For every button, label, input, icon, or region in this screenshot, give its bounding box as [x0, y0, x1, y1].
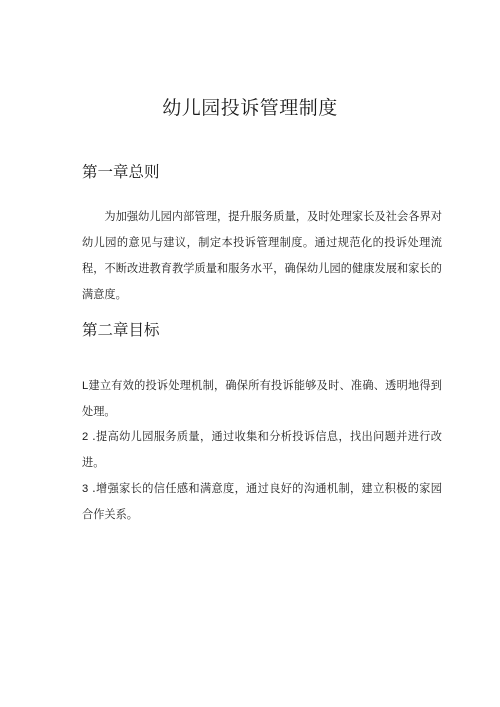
goal-item-3-number: 3	[82, 483, 89, 495]
goal-item-3-text: .增强家长的信任感和满意度，通过良好的沟通机制，建立积极的家园合作关系。	[82, 482, 442, 521]
goal-item-3	[82, 476, 442, 528]
goal-item-2-text: .提高幼儿园服务质量，通过收集和分析投诉信息，找出问题并进行改进。	[82, 430, 442, 469]
goal-item-2	[82, 424, 442, 476]
goal-item-2-number: 2	[82, 431, 89, 443]
document-title: 幼儿园投诉管理制度	[162, 97, 338, 119]
chapter-1-paragraph: 为加强幼儿园内部管理，提升服务质量，及时处理家长及社会各界对幼儿园的意见与建议，制定本投诉管理制度。通过规范化的投诉处理流程，不断改进教育教学质量和服务水平，确保幼儿园的健康发展和家长的满意度。	[82, 210, 442, 301]
goal-item-1-text: 建立有效的投诉处理机制，确保所有投诉能够及时、准确、透明地得到处理。	[82, 379, 442, 418]
goal-item-1-number: L	[82, 380, 89, 392]
goal-item-1	[82, 373, 442, 425]
chapter-1-heading: 第一章总则	[82, 163, 160, 181]
chapter-2-heading: 第二章目标	[82, 321, 160, 339]
